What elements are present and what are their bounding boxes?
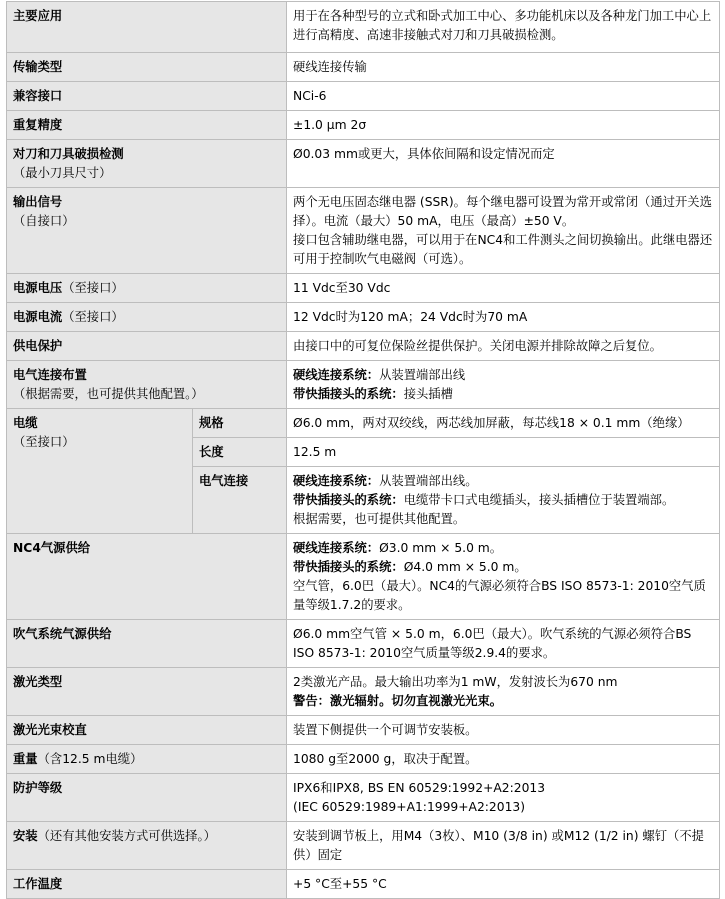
- spec-value: Ø6.0 mm，两对双绞线，两芯线加屏蔽，每芯线18 × 0.1 mm（绝缘）: [293, 416, 690, 430]
- spec-label-cell: [7, 822, 287, 870]
- spec-value: 12 Vdc时为120 mA；24 Vdc时为70 mA: [293, 310, 528, 324]
- spec-value-cell: [287, 274, 720, 303]
- spec-label-cell: [7, 620, 287, 668]
- spec-sublabel-cell: [193, 409, 287, 438]
- spec-value: 12.5 m: [293, 445, 337, 459]
- spec-row-operating-temperature: [7, 870, 720, 899]
- spec-value: 11 Vdc至30 Vdc: [293, 281, 391, 295]
- spec-label: 吹气系统气源供给: [13, 627, 112, 641]
- spec-value: 接口包含辅助继电器，可以用于在NC4和工件测头之间切换输出。此继电器还可用于控制吹气电磁阀（可选）。: [293, 233, 713, 266]
- spec-row-tool-detection: [7, 140, 720, 188]
- spec-row-main-application: [7, 2, 720, 53]
- spec-value: 空气管，6.0巴（最大）。NC4的气源必须符合BS ISO 8573-1: 2010空气质量等级1.7.2的要求。: [293, 579, 706, 612]
- spec-value-cell: [287, 716, 720, 745]
- spec-label-cell: [7, 870, 287, 899]
- spec-label-cell: [7, 534, 287, 620]
- spec-label: 安装: [13, 829, 38, 843]
- spec-value: IPX6和IPX8, BS EN 60529:1992+A2:2013: [293, 781, 546, 795]
- spec-label: 兼容接口: [13, 89, 63, 103]
- spec-value: [293, 558, 713, 577]
- spec-sublabel-cell: [193, 467, 287, 534]
- spec-value-cell: [287, 620, 720, 668]
- spec-row-protection-rating: [7, 774, 720, 822]
- spec-label: 对刀和刀具破损检测: [13, 147, 124, 161]
- spec-value-cell: [287, 745, 720, 774]
- spec-label-cell: [7, 716, 287, 745]
- spec-label-note: （含12.5 m电缆）: [37, 752, 143, 766]
- spec-value: (IEC 60529:1989+A1:1999+A2:2013): [293, 800, 526, 814]
- spec-sublabel: 电气连接: [199, 474, 249, 488]
- spec-label: 传输类型: [13, 60, 63, 74]
- spec-value-cell: [287, 111, 720, 140]
- spec-value-text: Ø3.0 mm × 5.0 m。: [379, 541, 503, 555]
- spec-row-electrical-layout: [7, 361, 720, 409]
- spec-label: 重量: [13, 752, 38, 766]
- spec-value-text: 接头插槽: [403, 387, 453, 401]
- spec-value: 用于在各种型号的立式和卧式加工中心、多功能机床以及各种龙门加工中心上进行高精度、高速非接触式对刀和刀具破损检测。: [293, 9, 712, 42]
- spec-row-nc4-air-supply: [7, 534, 720, 620]
- spec-value-cell: [287, 188, 720, 274]
- spec-value: 由接口中的可复位保险丝提供保护。关闭电源并排除故障之后复位。: [293, 339, 662, 353]
- spec-label-cell: [7, 409, 193, 534]
- spec-value-cell: [287, 303, 720, 332]
- spec-label-cell: [7, 111, 287, 140]
- spec-label-note: （至接口）: [13, 435, 75, 449]
- spec-label-cell: [7, 303, 287, 332]
- spec-value: 硬线连接传输: [293, 60, 367, 74]
- spec-value: ±1.0 μm 2σ: [293, 118, 367, 132]
- spec-value: 2类激光产品。最大输出功率为1 mW，发射波长为670 nm: [293, 675, 618, 689]
- spec-label-note: （根据需要，也可提供其他配置。）: [13, 387, 204, 401]
- specifications-table: [6, 1, 720, 899]
- spec-label: 防护等级: [13, 781, 63, 795]
- spec-row-mounting: [7, 822, 720, 870]
- spec-value: Ø6.0 mm空气管 × 5.0 m，6.0巴（最大）。吹气系统的气源必须符合BS ISO 8573-1: 2010空气质量等级2.9.4的要求。: [293, 627, 692, 660]
- spec-label-cell: [7, 274, 287, 303]
- spec-label-cell: [7, 2, 287, 53]
- spec-value-cell: [287, 409, 720, 438]
- spec-label: 电缆: [13, 416, 38, 430]
- spec-row-supply-current: [7, 303, 720, 332]
- spec-row-weight: [7, 745, 720, 774]
- spec-value: 安装到调节板上，用M4（3枚）、M10 (3/8 in) 或M12 (1/2 in) 螺钉（不提供）固定: [293, 829, 704, 862]
- spec-value-cell: [287, 140, 720, 188]
- spec-label-cell: [7, 140, 287, 188]
- spec-sublabel-cell: [193, 438, 287, 467]
- spec-value-emphasis: 带快插接头的系统：: [293, 387, 404, 401]
- spec-label-note: （最小刀具尺寸）: [13, 166, 112, 180]
- spec-label: 激光光束校直: [13, 723, 87, 737]
- spec-value-cell: [287, 822, 720, 870]
- spec-label-note: （至接口）: [62, 310, 124, 324]
- spec-value: [293, 539, 713, 558]
- spec-label-cell: [7, 188, 287, 274]
- spec-row-supply-voltage: [7, 274, 720, 303]
- spec-value-cell: [287, 82, 720, 111]
- spec-label: 激光类型: [13, 675, 63, 689]
- spec-label: 供电保护: [13, 339, 63, 353]
- spec-row-laser-type: [7, 668, 720, 716]
- spec-value-emphasis: 硬线连接系统：: [293, 474, 380, 488]
- spec-value-text: 电缆带卡口式电缆插头，接头插槽位于装置端部。: [403, 493, 675, 507]
- spec-value-emphasis: 带快插接头的系统：: [293, 493, 404, 507]
- spec-label-cell: [7, 332, 287, 361]
- spec-label-note: （还有其他安装方式可供选择。）: [37, 829, 216, 843]
- spec-value: [293, 385, 713, 404]
- spec-label: 电源电压: [13, 281, 63, 295]
- spec-label: 电源电流: [13, 310, 63, 324]
- laser-warning: 警告：激光辐射。切勿直视激光光束。: [293, 694, 503, 708]
- spec-value: 两个无电压固态继电器 (SSR)。每个继电器可设置为常开或常闭（通过开关选择）。电流（最大）50 mA，电压（最高）±50 V。: [293, 195, 712, 228]
- spec-value: +5 °C至+55 °C: [293, 877, 387, 891]
- spec-label: 输出信号: [13, 195, 63, 209]
- spec-sublabel: 长度: [199, 445, 224, 459]
- spec-value-cell: [287, 332, 720, 361]
- spec-label: 主要应用: [13, 9, 63, 23]
- spec-value-text: 从装置端部出线: [379, 368, 466, 382]
- spec-value-emphasis: 硬线连接系统：: [293, 368, 380, 382]
- spec-row-blow-air-supply: [7, 620, 720, 668]
- spec-value-text: Ø4.0 mm × 5.0 m。: [403, 560, 527, 574]
- spec-label-cell: [7, 774, 287, 822]
- spec-value: 装置下侧提供一个可调节安装板。: [293, 723, 478, 737]
- spec-row-repeatability: [7, 111, 720, 140]
- spec-value-cell: [287, 438, 720, 467]
- spec-value: 1080 g至2000 g，取决于配置。: [293, 752, 478, 766]
- spec-value-text: 从装置端部出线。: [379, 474, 478, 488]
- spec-value-cell: [287, 467, 720, 534]
- spec-value: [293, 366, 713, 385]
- spec-label: NC4气源供给: [13, 541, 91, 555]
- spec-label-cell: [7, 361, 287, 409]
- spec-value: NCi-6: [293, 89, 327, 103]
- spec-value-emphasis: 带快插接头的系统：: [293, 560, 404, 574]
- spec-value-cell: [287, 2, 720, 53]
- spec-row-supply-protection: [7, 332, 720, 361]
- spec-sublabel: 规格: [199, 416, 224, 430]
- spec-label: 重复精度: [13, 118, 63, 132]
- spec-value: 根据需要，也可提供其他配置。: [293, 512, 466, 526]
- spec-value: Ø0.03 mm或更大，具体依间隔和设定情况而定: [293, 147, 555, 161]
- spec-label-cell: [7, 668, 287, 716]
- spec-label-note: （自接口）: [13, 214, 75, 228]
- spec-label: 电气连接布置: [13, 368, 87, 382]
- spec-value-cell: [287, 870, 720, 899]
- spec-label-note: （至接口）: [62, 281, 124, 295]
- spec-label-cell: [7, 53, 287, 82]
- spec-row-transmission-type: [7, 53, 720, 82]
- spec-label-cell: [7, 745, 287, 774]
- spec-label: 工作温度: [13, 877, 63, 891]
- spec-value: [293, 491, 713, 510]
- spec-value: [293, 472, 713, 491]
- spec-value-cell: [287, 668, 720, 716]
- spec-row-output-signal: [7, 188, 720, 274]
- spec-label-cell: [7, 82, 287, 111]
- spec-row-cable-spec: [7, 409, 720, 438]
- spec-row-compatible-interface: [7, 82, 720, 111]
- spec-row-beam-alignment: [7, 716, 720, 745]
- spec-value-cell: [287, 774, 720, 822]
- spec-value-emphasis: 硬线连接系统：: [293, 541, 380, 555]
- spec-value-cell: [287, 361, 720, 409]
- spec-value-cell: [287, 53, 720, 82]
- spec-value-cell: [287, 534, 720, 620]
